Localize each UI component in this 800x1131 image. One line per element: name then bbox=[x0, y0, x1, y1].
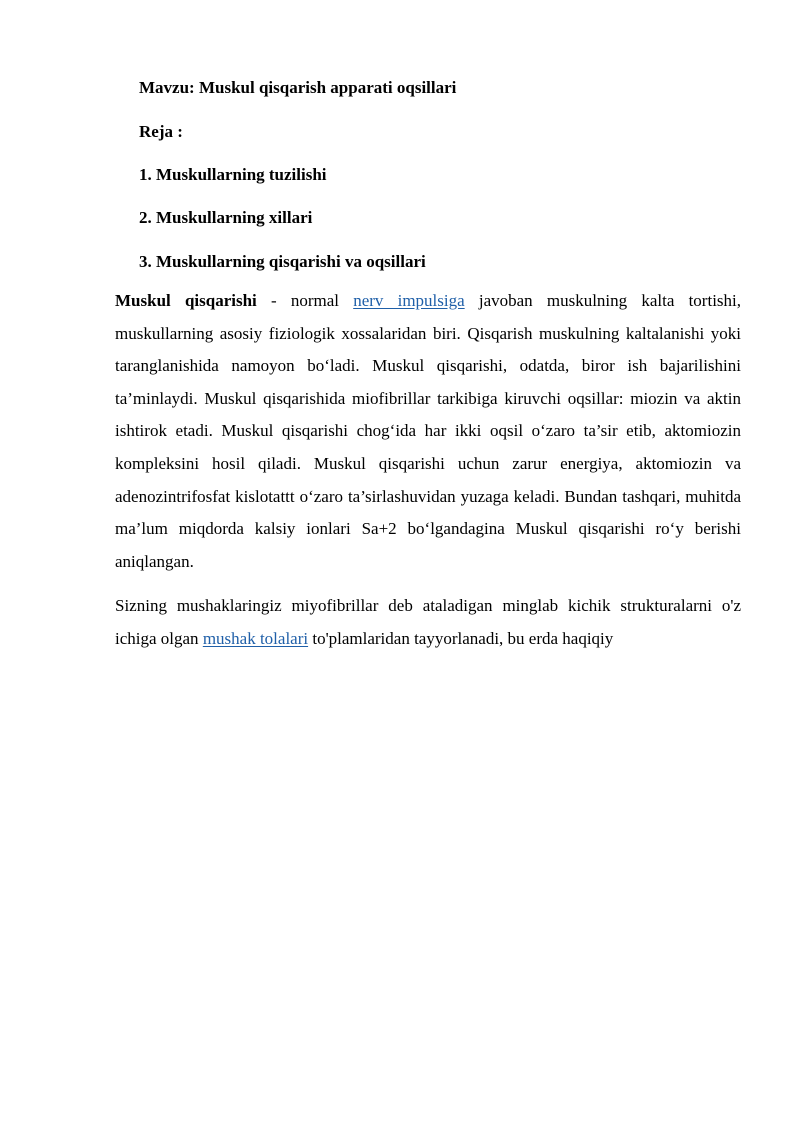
link-mushak-tolalari[interactable]: mushak tolalari bbox=[202, 628, 309, 648]
paragraph2-text-after: to'plamlaridan tayyorlanadi, bu erda haqiqiy bbox=[308, 628, 614, 648]
plan-item-1: 1. Muskullarning tuzilishi bbox=[139, 165, 327, 184]
paragraph1-text: javoban muskulning kalta tortishi, muskullarning asosiy fiziologik xossalaridan biri. Qisqarish muskulning kaltalanishi yoki taranglanishida namoyon bo‘ladi. Muskul qisqarishi, odatda, biror ish bajarilishini ta’minlaydi. Muskul qisqarishida miofibrillar tarkibiga kiruvchi oqsillar: miozin va aktin ishtirok etadi. Muskul qisqarishi chog‘ida har ikki oqsil o‘zaro ta’sir etib, aktomiozin kompleksini hosil qiladi. Muskul qisqarishi uchun zarur energiya, aktomiozin va adenozintrifosfat kislotattt o‘zaro ta’sirlashuvidan yuzaga keladi. Bundan tashqari, muhitda ma’lum miqdorda kalsiy ionlari Sa+2 bo‘lgandagina Muskul qisqarishi ro‘y berishi aniqlangan. bbox=[115, 291, 742, 571]
plan-item-3: 3. Muskullarning qisqarishi va oqsillari bbox=[139, 252, 426, 271]
paragraph1-dash: - normal bbox=[256, 291, 354, 310]
topic-heading: Mavzu: Muskul qisqarish apparati oqsillari bbox=[139, 78, 457, 97]
paragraph-muscle-fibers bbox=[115, 590, 741, 655]
link-nerv-impulsiga[interactable]: nerv impulsiga bbox=[353, 291, 465, 310]
paragraph2-text-before: Sizning mushaklaringiz miyofibrillar deb ataladigan minglab kichik strukturalarni o'z ichiga olgan bbox=[115, 596, 741, 648]
term-muskul-qisqarishi: Muskul qisqarishi bbox=[115, 291, 257, 310]
plan-item-2: 2. Muskullarning xillari bbox=[139, 208, 313, 227]
plan-label: Reja : bbox=[139, 122, 183, 141]
paragraph-muscle-contraction bbox=[115, 285, 741, 578]
